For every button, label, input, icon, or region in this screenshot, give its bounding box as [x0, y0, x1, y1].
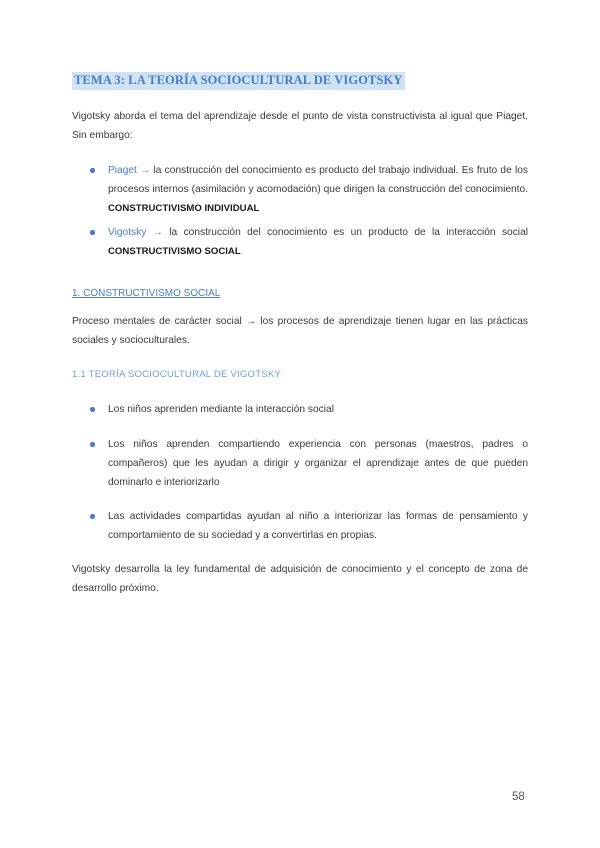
list-item-piaget [72, 161, 528, 218]
section-1-paragraph: Proceso mentales de carácter social → los procesos de aprendizaje tienen lugar en las prácticas sociales y socioculturales. [72, 316, 528, 346]
vigotsky-term: Vigotsky [108, 227, 147, 238]
comparison-list [72, 161, 528, 218]
vigotsky-text: la construcción del conocimiento es un producto de la interacción social [169, 227, 528, 238]
theory-list-3 [72, 507, 528, 545]
section-heading-1: 1. CONSTRUCTIVISMO SOCIAL [72, 288, 221, 299]
list-item: Los niños aprenden mediante la interacción social [72, 400, 528, 419]
page-number: 58 [512, 791, 525, 803]
arrow: → [146, 227, 170, 238]
section-heading-1-1: 1.1 TEORÍA SOCIOCULTURAL DE VIGOTSKY [72, 369, 282, 380]
piaget-term: Piaget [108, 165, 137, 176]
list-item: Las actividades compartidas ayudan al niño a interiorizar las formas de pensamiento y comportamiento de su sociedad y a convertirlas en propias. [72, 507, 528, 545]
closing-paragraph: Vigotsky desarrolla la ley fundamental de adquisición de conocimiento y el concepto de zona de desarrollo próximo. [72, 564, 528, 594]
list-item-vigotsky [72, 223, 528, 261]
page-title: TEMA 3: LA TEORÍA SOCIOCULTURAL DE VIGOTSKY [72, 72, 405, 90]
arrow: → [136, 165, 154, 176]
theory-list-2 [72, 435, 528, 492]
piaget-label: CONSTRUCTIVISMO INDIVIDUAL [108, 203, 260, 214]
vigotsky-label: CONSTRUCTIVISMO SOCIAL [108, 246, 241, 257]
piaget-text: la construcción del conocimiento es producto del trabajo individual. Es fruto de los procesos internos (asimilación y acomodación) que dirigen la construcción del conocimiento. [108, 165, 528, 195]
comparison-list-2 [72, 223, 528, 261]
list-item: Los niños aprenden compartiendo experiencia con personas (maestros, padres o compañeros) que les ayudan a dirigir y organizar el aprendizaje antes de que pueden dominarlo e interiorizarlo [72, 435, 528, 492]
intro-paragraph: Vigotsky aborda el tema del aprendizaje desde el punto de vista constructivista al igual que Piaget. Sin embargo: [72, 111, 528, 141]
theory-list-1 [72, 400, 528, 419]
